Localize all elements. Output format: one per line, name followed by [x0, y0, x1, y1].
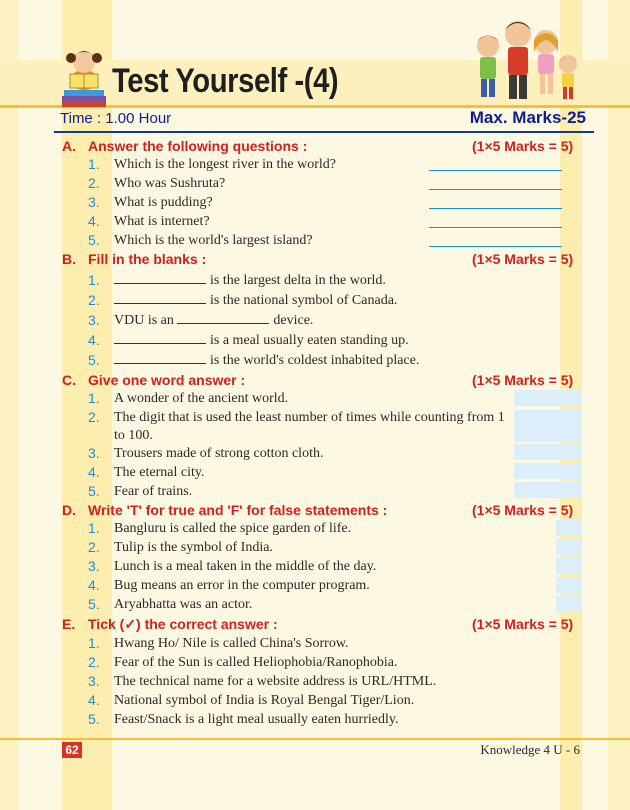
time-label: Time : 1.00 Hour — [60, 110, 172, 127]
question-number: 1. — [88, 635, 100, 651]
section-letter: B. — [62, 251, 76, 267]
question-e3 — [0, 672, 630, 691]
question-text: Which is the world's largest island? — [114, 233, 313, 248]
question-text: is the largest delta in the world. — [210, 273, 386, 288]
question-e1 — [0, 634, 630, 653]
question-number: 2. — [88, 292, 100, 308]
question-number: 2. — [88, 539, 100, 555]
question-b4 — [0, 331, 630, 350]
section-title: Tick (✓) the correct answer : — [88, 616, 278, 632]
section-title: Fill in the blanks : — [88, 251, 207, 267]
question-a1 — [0, 155, 630, 174]
section-e-heading — [0, 614, 630, 634]
question-text: Bug means an error in the computer program. — [114, 578, 370, 593]
question-text[interactable]: The technical name for a website address is URL/HTML. — [114, 674, 437, 689]
section-title: Give one word answer : — [88, 372, 246, 388]
answer-line[interactable] — [429, 170, 562, 171]
section-b-heading — [0, 249, 630, 269]
section-marks: (1×5 Marks = 5) — [472, 502, 574, 518]
question-number: 4. — [88, 213, 100, 229]
question-text: Lunch is a meal taken in the middle of the day. — [114, 559, 377, 574]
question-text: is a meal usually eaten standing up. — [210, 333, 409, 348]
question-text: The digit that is used the least number of times while counting from 1 to 100. — [114, 410, 505, 443]
question-number: 4. — [88, 692, 100, 708]
question-text: Which is the longest river in the world? — [114, 157, 336, 172]
section-a-heading — [0, 136, 630, 156]
question-b1 — [0, 271, 630, 290]
question-text[interactable]: Fear of the Sun is called Heliophobia/Ranophobia. — [114, 655, 398, 670]
question-number: 1. — [88, 156, 100, 172]
question-text: device. — [273, 313, 314, 328]
section-marks: (1×5 Marks = 5) — [472, 138, 574, 154]
question-number: 4. — [88, 332, 100, 348]
section-marks: (1×5 Marks = 5) — [472, 616, 574, 632]
question-text: The eternal city. — [114, 465, 205, 480]
question-text: What is pudding? — [114, 195, 213, 210]
book-title: Knowledge 4 U - 6 — [480, 742, 580, 757]
question-number: 3. — [88, 558, 100, 574]
question-c1 — [0, 389, 630, 408]
question-a5 — [0, 231, 630, 250]
page-title: Test Yourself -(4) — [112, 62, 339, 100]
section-d-heading — [0, 500, 630, 520]
question-number: 5. — [88, 352, 100, 368]
section-marks: (1×5 Marks = 5) — [472, 372, 574, 388]
blank-field[interactable] — [177, 312, 269, 324]
answer-line[interactable] — [429, 227, 562, 228]
section-title: Write 'T' for true and 'F' for false statements : — [88, 502, 388, 518]
question-number: 3. — [88, 445, 100, 461]
max-marks: Max. Marks-25 — [469, 108, 586, 127]
question-number: 3. — [88, 194, 100, 210]
question-text: Trousers made of strong cotton cloth. — [114, 446, 324, 461]
question-d3 — [0, 557, 630, 576]
question-text: Fear of trains. — [114, 484, 193, 499]
question-number: 2. — [88, 654, 100, 670]
question-text: Aryabhatta was an actor. — [114, 597, 253, 612]
blank-field[interactable] — [114, 352, 206, 364]
answer-line[interactable] — [429, 189, 562, 190]
question-e2 — [0, 653, 630, 672]
question-e4 — [0, 691, 630, 710]
section-letter: A. — [62, 138, 76, 154]
question-number: 4. — [88, 464, 100, 480]
question-c5 — [0, 482, 630, 501]
question-number: 2. — [88, 409, 100, 425]
question-d2 — [0, 538, 630, 557]
girl-reading-illustration — [58, 40, 110, 108]
page-number: 62 — [62, 742, 82, 758]
blank-field[interactable] — [114, 272, 206, 284]
section-title: Answer the following questions : — [88, 138, 308, 154]
children-illustration — [468, 12, 580, 108]
question-text: A wonder of the ancient world. — [114, 391, 289, 406]
question-number: 1. — [88, 390, 100, 406]
answer-line[interactable] — [429, 246, 562, 247]
question-b2 — [0, 291, 630, 310]
question-d1 — [0, 519, 630, 538]
question-d4 — [0, 576, 630, 595]
question-c3 — [0, 444, 630, 463]
question-text[interactable]: National symbol of India is Royal Bengal Tiger/Lion. — [114, 693, 415, 708]
question-a4 — [0, 212, 630, 231]
question-text: VDU is an — [114, 313, 174, 328]
question-text: is the world's coldest inhabited place. — [210, 353, 420, 368]
section-marks: (1×5 Marks = 5) — [472, 251, 574, 267]
question-a3 — [0, 193, 630, 212]
question-d5 — [0, 595, 630, 614]
question-number: 3. — [88, 312, 100, 328]
question-text: What is internet? — [114, 214, 210, 229]
question-number: 1. — [88, 272, 100, 288]
question-number: 5. — [88, 711, 100, 727]
question-text: Bangluru is called the spice garden of life. — [114, 521, 352, 536]
answer-line[interactable] — [429, 208, 562, 209]
question-c4 — [0, 463, 630, 482]
footer-divider — [0, 738, 630, 740]
section-letter: C. — [62, 372, 76, 388]
question-text[interactable]: Hwang Ho/ Nile is called China's Sorrow. — [114, 636, 349, 651]
blank-field[interactable] — [114, 292, 206, 304]
section-letter: E. — [62, 616, 76, 632]
question-number: 3. — [88, 673, 100, 689]
question-number: 4. — [88, 577, 100, 593]
question-number: 5. — [88, 483, 100, 499]
question-a2 — [0, 174, 630, 193]
question-number: 2. — [88, 175, 100, 191]
question-text: Who was Sushruta? — [114, 176, 226, 191]
question-b3 — [0, 311, 630, 330]
question-text[interactable]: Feast/Snack is a light meal usually eaten hurriedly. — [114, 712, 399, 727]
question-text: Tulip is the symbol of India. — [114, 540, 273, 555]
question-number: 1. — [88, 520, 100, 536]
question-number: 5. — [88, 596, 100, 612]
section-c-heading — [0, 370, 630, 390]
question-b5 — [0, 351, 630, 370]
question-number: 5. — [88, 232, 100, 248]
question-e5 — [0, 710, 630, 729]
question-text: is the national symbol of Canada. — [210, 293, 398, 308]
section-letter: D. — [62, 502, 76, 518]
question-c2 — [0, 408, 630, 444]
blank-field[interactable] — [114, 332, 206, 344]
header-divider — [54, 131, 594, 133]
